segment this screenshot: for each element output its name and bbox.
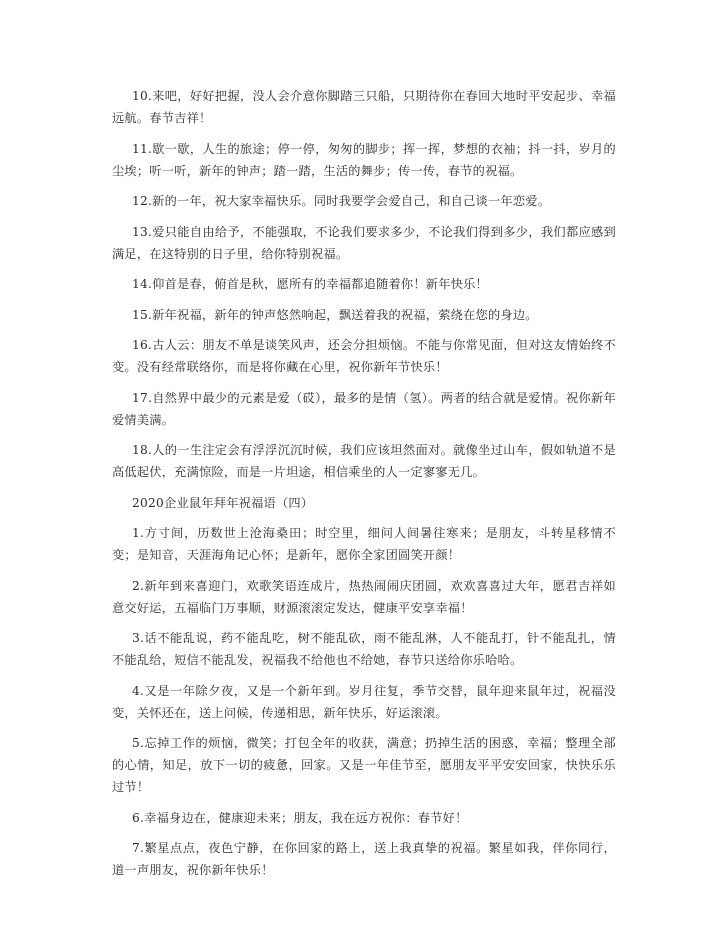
paragraph-5: 5.忘掉工作的烦恼，微笑；打包全年的收获，满意；扔掉生活的困惑，幸福；整理全部的心情，知足，放下一切的疲惫，回家。又是一年佳节至，愿朋友平平安安回家，快快乐乐过节！	[112, 736, 616, 794]
paragraph-18: 18.人的一生注定会有浮浮沉沉时候，我们应该坦然面对。就像坐过山车，假如轨道不是高低起伏，充满惊险，而是一片坦途，相信乘坐的人一定寥寥无几。	[112, 443, 616, 479]
paragraph-13: 13.爱只能自由给予，不能强取，不论我们要求多少，不论我们得到多少，我们都应感到满足，在这特别的日子里，给你特别祝福。	[112, 224, 616, 261]
paragraph-11: 11.歇一歇，人生的旅途；停一停，匆匆的脚步；挥一挥，梦想的衣袖；抖一抖，岁月的尘埃；听一听，新年的钟声；踏一踏，生活的舞步；传一传，春节的祝福。	[112, 141, 616, 178]
paragraph-4: 4.又是一年除夕夜，又是一个新年到。岁月往复，季节交替，鼠年迎来鼠年过，祝福没变，关怀还在，送上问候，传递相思，新年快乐，好运滚滚。	[112, 683, 616, 720]
paragraph-6: 6.幸福身边在，健康迎未来；朋友，我在远方祝你：春节好！	[132, 810, 468, 825]
paragraph-16: 16.古人云：朋友不单是谈笑风声，还会分担烦恼。不能与你常见面，但对这友情始终不变。没有经常联络你，而是将你藏在心里，祝你新年节快乐！	[112, 338, 616, 374]
paragraph-1: 1.方寸间，历数世上沧海桑田；时空里，细问人间暑往寒来；是朋友，斗转星移情不变；是知音，天涯海角记心怀；是新年，愿你全家团圆笑开颜！	[112, 526, 616, 562]
section-heading: 2020企业鼠年拜年祝福语（四）	[132, 495, 314, 510]
paragraph-2: 2.新年到来喜迎门，欢歌笑语连成片，热热闹闹庆团圆，欢欢喜喜过大年，愿君吉祥如意交好运，五福临门万事顺，财源滚滚定发达，健康平安享幸福！	[112, 578, 616, 615]
paragraph-17: 17.自然界中最少的元素是爱（砹），最多的是情（氢）。两者的结合就是爱情。祝你新年爱情美满。	[112, 390, 616, 427]
paragraph-15: 15.新年祝福，新年的钟声悠然响起，飘送着我的祝福，萦绕在您的身边。	[132, 307, 538, 322]
paragraph-10: 10.来吧，好好把握，没人会介意你脚踏三只船，只期待你在春回大地时平安起步、幸福远航。春节吉祥！	[112, 89, 616, 125]
paragraph-12: 12.新的一年，祝大家幸福快乐。同时我要学会爱自己，和自己谈一年恋爱。	[132, 194, 551, 208]
paragraph-14: 14.仰首是春，俯首是秋，愿所有的幸福都追随着你！新年快乐！	[132, 277, 488, 291]
paragraph-7: 7.繁星点点，夜色宁静，在你回家的路上，送上我真挚的祝福。繁星如我，伴你同行，道一声朋友，祝你新年快乐！	[112, 841, 616, 877]
paragraph-3: 3.话不能乱说，药不能乱吃，树不能乱砍，雨不能乱淋，人不能乱打，针不能乱扎，情不能乱给，短信不能乱发，祝福我不给他也不给她，春节只送给你乐哈哈。	[112, 631, 616, 667]
